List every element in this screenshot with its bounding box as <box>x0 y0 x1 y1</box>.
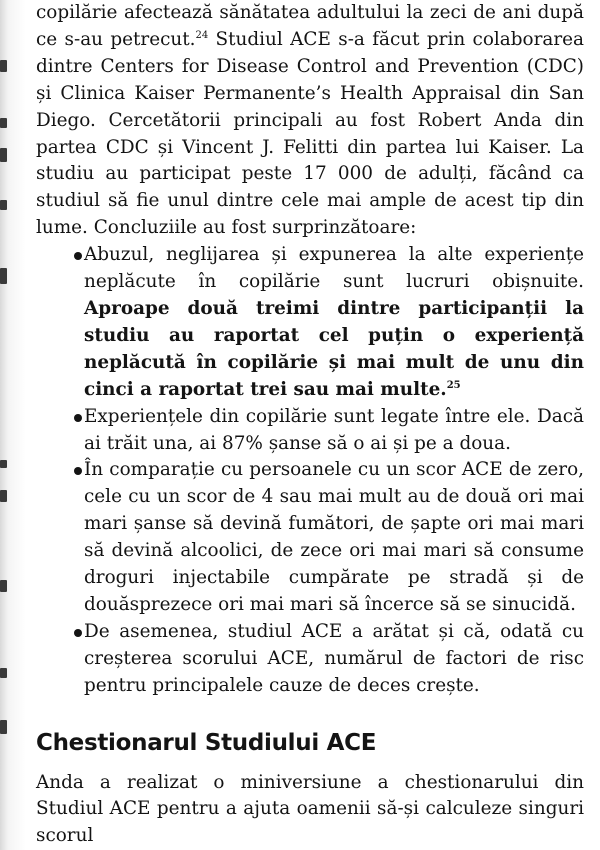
footnote-ref-24[interactable]: 24 <box>195 29 209 41</box>
findings-list <box>36 242 584 699</box>
gutter-mark <box>0 490 7 502</box>
list-item <box>36 619 584 700</box>
gutter-mark <box>0 668 7 678</box>
bullet-icon <box>74 414 82 422</box>
list-item <box>36 242 584 403</box>
finding-text: De asemenea, studiul ACE a arătat și că, odată cu creșterea scorului ACE, numărul de factori de risc pentru principalele cauze de deces crește. <box>84 620 584 696</box>
page-gutter <box>0 0 10 850</box>
gutter-mark <box>0 200 7 210</box>
page-content <box>36 0 584 850</box>
gutter-mark <box>0 460 7 468</box>
finding-text: Abuzul, neglijarea și expunerea la alte experiențe neplăcute în copilărie sunt lucruri obișnuite. <box>84 244 584 293</box>
section-heading: Chestionarul Studiului ACE <box>36 729 377 756</box>
finding-emphasis: Aproape două treimi dintre participanții la studiu au raportat cel puțin o experiență neplăcută în copilărie și mai mult de unu din cinci a raportat trei sau mai multe. <box>84 297 584 400</box>
intro-paragraph <box>36 0 584 242</box>
footnote-ref-25[interactable]: 25 <box>446 379 461 391</box>
gutter-mark <box>0 118 7 128</box>
list-item <box>36 404 584 458</box>
bullet-icon <box>74 467 82 475</box>
bullet-icon <box>74 629 82 637</box>
gutter-mark <box>0 720 7 734</box>
finding-text: Experiențele din copilărie sunt legate între ele. Dacă ai trăit una, ai 87% șanse să o ai și pe a doua. <box>84 405 584 454</box>
gutter-mark <box>0 268 7 284</box>
section-paragraph: Anda a realizat o miniversiune a chestionarului din Studiul ACE pentru a ajuta oamenii să-și calculeze singuri scorul <box>36 771 584 847</box>
intro-text-before-ref: copilărie afectează sănătatea adultului la zeci de ani după ce s-au petrecut. <box>36 2 584 50</box>
finding-text: În comparație cu persoanele cu un scor ACE de zero, cele cu un scor de 4 sau mai mult au de două ori mai mari șanse să devină fumători, de șapte ori mai mari să devină alcoolici, de zece ori mai mari să consume droguri injectabile cumpărate pe stradă și de douăsprezece ori mai mari să încerce să se sinucidă. <box>84 459 584 615</box>
gutter-mark <box>0 148 7 162</box>
gutter-mark <box>0 580 7 592</box>
list-item <box>36 457 584 618</box>
gutter-mark <box>0 60 7 72</box>
intro-text-after-ref: Studiul ACE s-a făcut prin colaborarea dintre Centers for Disease Control and Prevention (CDC) și Clinica Kaiser Permanente’s Health Appraisal din San Diego. Cercetătorii principali au fost Robert Anda din partea CDC și Vincent J. Felitti din partea lui Kaiser. La studiu au participat peste 17 000 de adulți, făcând ca studiul să fie unul dintre cele mai ample de acest tip din lume. Concluziile au fost surprinzătoare: <box>36 28 584 239</box>
bullet-icon <box>74 252 82 260</box>
